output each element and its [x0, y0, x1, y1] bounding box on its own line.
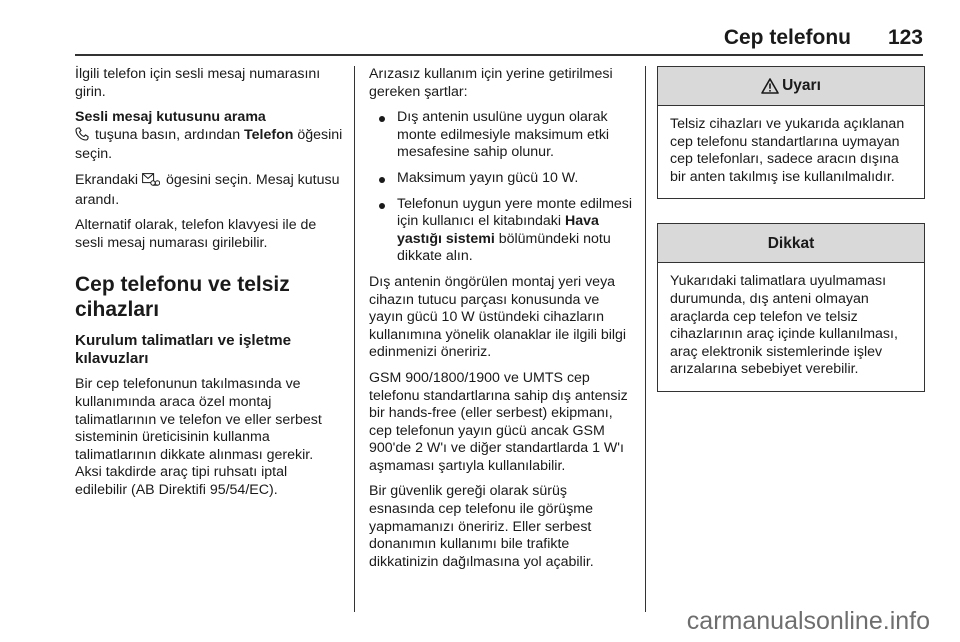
- paragraph-safety-advice: Bir güvenlik gereği olarak sürüş esnasında cep telefonu ile görüşme yapmamanızı öneririz. Eller serbest donanımın kullanımı bile trafikte dikkatinizin dağılmasına yol açabilir.: [369, 483, 594, 570]
- press-phone-text: tuşuna basın, ardından: [91, 126, 245, 143]
- column-divider-1: [354, 66, 355, 612]
- column-divider-2: [645, 66, 646, 612]
- list-item: [369, 196, 634, 266]
- list-item: [369, 170, 634, 188]
- section-heading: Cep telefonu ve telsiz cihazları: [75, 273, 290, 322]
- column-1: [75, 66, 343, 508]
- caution-box-header: [658, 224, 924, 263]
- paragraph-antenna-info: Dış antenin öngörülen montaj yeri veya cihazın tutucu parçası konusunda ve yayın gücü 10 W üstündeki cihazların kullanımına yönelik olanaklar ile ilgili bilgi edinmenizi öneririz.: [369, 273, 627, 361]
- voicemail-heading: Sesli mesaj kutusunu arama: [75, 109, 266, 126]
- bullet-dot: [379, 177, 385, 183]
- bullet-text: Dış antenin usulüne uygun olarak monte edilmesiyle maksimum etki mesafesine sahip olunur.: [397, 109, 610, 161]
- bullet-text: Maksimum yayın gücü 10 W.: [397, 169, 579, 186]
- paragraph-alternative-keypad: Alternatif olarak, telefon klavyesi ile de sesli mesaj numarası girilebilir.: [75, 217, 317, 251]
- bullet-text: Telefonun uygun yere monte edilmesi için kullanıcı el kitabındaki: [397, 195, 633, 230]
- caution-box: [657, 223, 925, 392]
- warning-title: Uyarı: [782, 77, 821, 95]
- paragraph-press-phone: [75, 127, 343, 164]
- paragraph-requirements-intro: Arızasız kullanım için yerine getirilmesi gereken şartlar:: [369, 66, 613, 100]
- requirements-list: [369, 109, 634, 266]
- warning-text: Telsiz cihazları ve yukarıda açıklanan cep telefonu standartlarına uymayan cep telefonları, sadece aracın dışına bir anten takılmış ise kullanılmalıdır.: [670, 116, 905, 185]
- column-2: [369, 66, 634, 579]
- page-title: Cep telefonu: [723, 26, 851, 49]
- watermark: carmanualsonline.info: [686, 607, 930, 635]
- warning-triangle-icon: [761, 78, 779, 99]
- page-number: 123: [887, 26, 923, 49]
- sub-heading: Kurulum talimatları ve işletme kılavuzları: [75, 332, 292, 368]
- caution-box-body: [658, 263, 924, 391]
- page-header: [75, 26, 923, 52]
- phone-menu-label: Telefon: [244, 126, 294, 143]
- header-divider: [75, 54, 923, 56]
- voicemail-icon: [142, 173, 160, 192]
- paragraph-installation-instructions: Bir cep telefonunun takılmasında ve kullanımında araca özel montaj talimatlarının ve telefon ve eller serbest sisteminin üreticisinin kullanma talimatlarının dikkate alınması gerekir. Aksi takdirde araç tipi ruhsatı iptal edilebilir (AB Direktifi 95/54/EC).: [75, 376, 322, 498]
- paragraph-gsm-standards: GSM 900/1800/1900 ve UMTS cep telefonu standartlarına sahip dış antensiz bir hands-free (eller serbest) ekipmanı, cep telefonun yayın gücü ancak GSM 900'de 2 W'ı ve diğer standartlarda 1 W'ı aşmaması şartıyla kullanılabilir.: [369, 369, 628, 474]
- caution-text: Yukarıdaki talimatlara uyulmaması durumunda, dış anteni olmayan araçlarda cep telefon ve telsiz cihazlarının araç içinde kullanılması, araç elektronik sistemlerinde işlev arızalarına sebebiyet verebilir.: [670, 273, 898, 378]
- bullet-text-end: bölümündeki notu dikkate alın.: [397, 230, 611, 265]
- warning-box-body: [658, 106, 924, 198]
- column-3: [657, 66, 925, 416]
- list-item: [369, 109, 634, 162]
- paragraph-enter-voicemail-number: İlgili telefon için sesli mesaj numarasını girin.: [75, 66, 321, 100]
- select-voicemail-pre: Ekrandaki: [75, 171, 143, 188]
- select-voicemail-post: ögesini seçin. Mesaj kutusu arandı.: [75, 171, 340, 208]
- press-phone-end: öğesini seçin.: [75, 126, 343, 163]
- caution-title: Dikkat: [767, 234, 815, 252]
- warning-box: [657, 66, 925, 199]
- paragraph-select-voicemail: [75, 172, 343, 209]
- bullet-dot: [379, 116, 385, 122]
- airbag-section-label: Hava yastığı sistemi: [397, 213, 599, 247]
- phone-handset-icon: [75, 127, 89, 147]
- bullet-dot: [379, 203, 385, 209]
- warning-box-header: [658, 67, 924, 106]
